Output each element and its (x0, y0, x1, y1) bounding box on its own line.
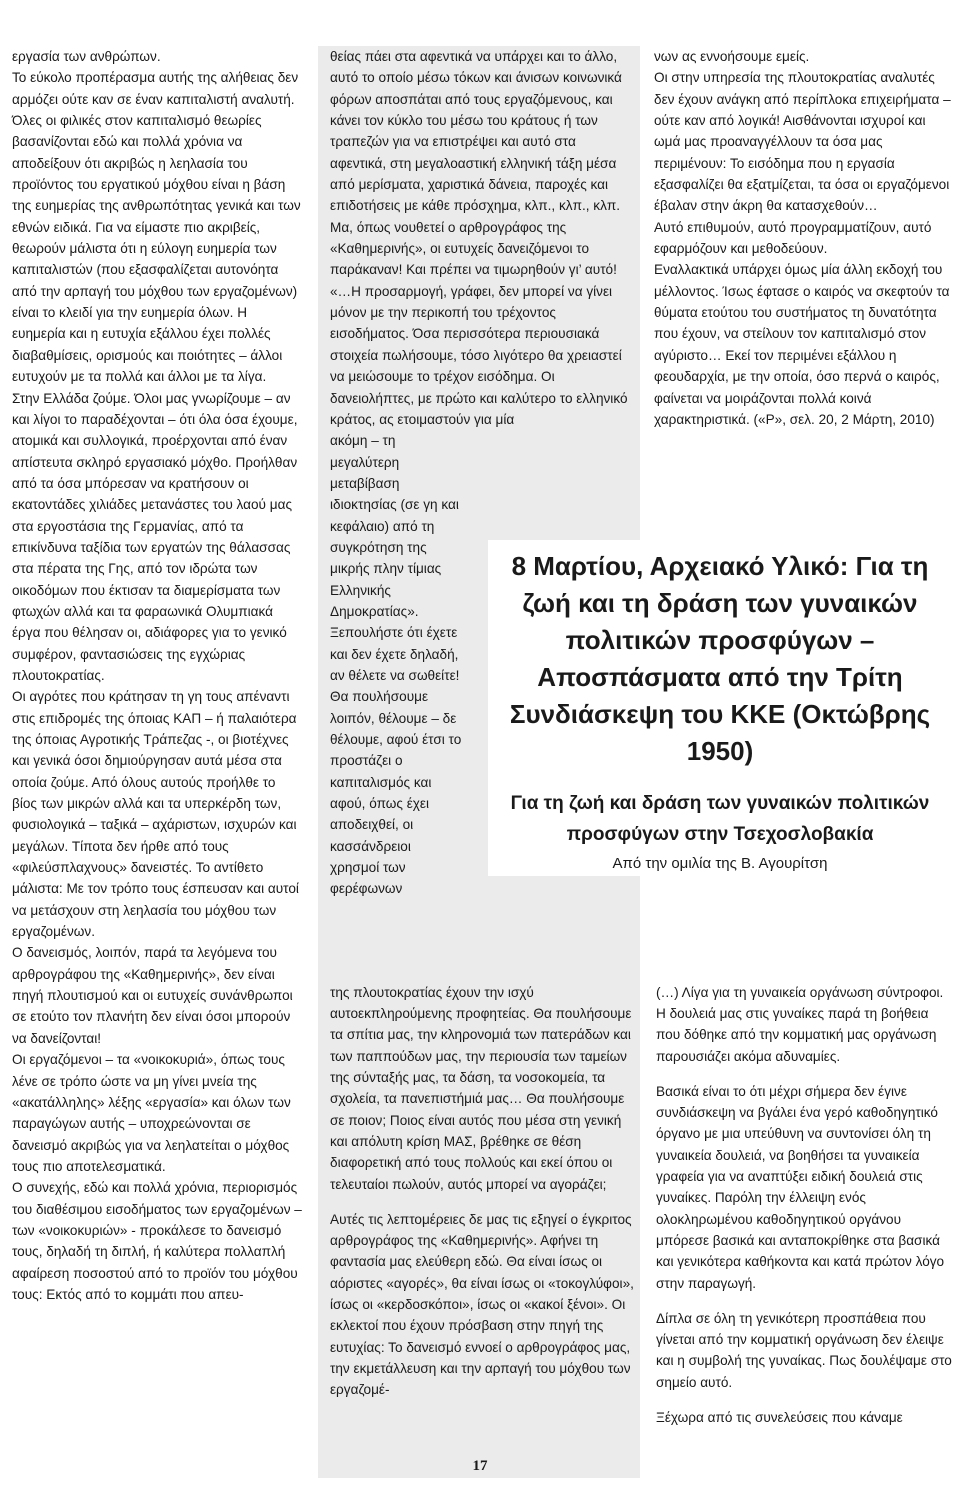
paragraph: Οι αγρότες που κράτησαν τη γη τους απέναντι στις επιδρομές της όποιας ΚΑΠ – ή παλαιότερα της όποιας Αγροτικής Τράπεζας -, οι βιοτέχνες και γενικά όσοι δημιούργησαν αυτά μέσα στα οποία ζούμε. Από όλους αυτούς προήλθε το βίος των μικρών αλλά και τα υπερκέρδη των, φυσιολογικά – ταξικά – αχάριστων, ισχυρών και μεγάλων. Τίποτα δεν ήρθε από τους «φιλεύσπλαχνους» δανειστές. Το αντίθετο μάλιστα: Με τον τρόπο τους έσπευσαν και αυτοί να μετάσχουν στη λεηλασία του μόχθου των εργαζομένων. (12, 689, 299, 940)
paragraph: Ο συνεχής, εδώ και πολλά χρόνια, περιορισμός του διαθέσιμου εισοδήματος των εργαζομένων – των «νοικοκυριών» - προκάλεσε το δανεισμό τους, δηλαδή τη διπλή, ή καλύτερα πολλαπλή αφαίρεση ποσοστού από το προϊόν του μόχθου τους: Εκτός από το κομμάτι που απευ- (12, 1180, 302, 1302)
article-byline: Από την ομιλία της Β. Αγουρίτση (612, 855, 828, 872)
paragraph: Αυτές τις λεπτομέρειες δε μας τις εξηγεί ο έγκριτος αρθρογράφος της «Καθημερινής». Αφήνει τη φαντασία μας ελεύθερη εδώ. Θα είναι ίσως οι αόριστες «αγορές», θα είναι ίσως οι «τοκογλύφοι», ίσως οι «κερδοσκόποι», ίσως οι «κακοί ξένοι». Οι εκλεκτοί που έχουν πρόσβαση στην πηγή της ευτυχίας: Το δανεισμό εννοεί ο αρθρογράφος μας, την εκμετάλλευση και την αρπαγή του μόχθου των εργαζομέ- (330, 1211, 634, 1398)
article-title: 8 Μαρτίου, Αρχειακό Υλικό: Για τη ζωή και τη δράση των γυναικών πολιτικών προσφύγων – Αποσπάσματα από την Τρίτη Συνδιάσκεψη του ΚΚΕ (Οκτώβρης 1950) (509, 551, 931, 766)
right-column-bottom (656, 968, 952, 1442)
paragraph: νων ας εννοήσουμε εμείς. (654, 49, 810, 64)
paragraph: Οι στην υπηρεσία της πλουτοκρατίας αναλυτές δεν έχουν ανάγκη από περίπλοκα επιχειρήματα – ούτε καν από λογικά! Αισθάνονται ισχυροί και ωμά μας προαναγγέλλουν τα όσα μας περιμένουν: Το εισόδημα που η εργασία εξασφαλίζει θα εξατμίζεται, τα όσα οι εργαζόμενοι έβαλαν στην άκρη θα κατασχεθούν… (654, 70, 951, 214)
paragraph: (…) Λίγα για τη γυναικεία οργάνωση σύντροφοι. Η δουλειά μας στις γυναίκες παρά τη βοήθεια που δόθηκε από την κομματική μας οργάνωση παρουσιάζει ακόμα αδυναμίες. (656, 984, 944, 1064)
paragraph: Ο δανεισμός, λοιπόν, παρά τα λεγόμενα του αρθρογράφου της «Καθημερινής», δεν είναι πηγή πλουτισμού και οι ευτυχείς συνάνθρωποι σε ετούτο τον πλανήτη δεν είναι όσοι μπορούν να δανείζονται! (12, 945, 293, 1046)
paragraph: Μα, όπως νουθετεί ο αρθρογράφος της «Καθημερινής», οι ευτυχείς δανειζόμενοι το παράκαναν! Και πρέπει να τιμωρηθούν γι’ αυτό! «…Η προσαρμογή, γράφει, δεν μπορεί να γίνει μόνον με την περικοπή του τρέχοντος εισοδήματος. Όσα περισσότερα περιουσιακά στοιχεία πωλήσουμε, τόσο λιγότερο θα χρειαστεί να μειώσουμε το τρέχον εισόδημα. Οι δανειολήπτες, με πρώτο και καλύτερο το ελληνικό κράτος, ας ετοιμαστούν για μία (330, 219, 628, 427)
article-subtitle: Για τη ζωή και δράση των γυναικών πολιτικών προσφύγων στην Τσεχοσλοβακία (510, 793, 930, 845)
paragraph: Βασικά είναι το ότι μέχρι σήμερα δεν έγινε συνδιάσκεψη να βγάλει ένα γερό καθοδηγητικό όργανο με μια υπεύθυνη να συντονίσει όλη τη γυναικεία δουλειά, να βοηθήσει τα γυναικεία γραφεία για να αναπτύξει ειδική δουλειά στις γυναίκες. Παρόλη την έλλειψη ενός ολοκληρωμένου καθοδηγητικού οργάνου μπόρεσε βασικά και ανταποκρίθηκε στα βασικά και γενικότερα καθήκοντα και κατά πρώτον λόγο στην παραγωγή. (656, 1083, 945, 1291)
paragraph: Εναλλακτικά υπάρχει όμως μία άλλη εκδοχή του μέλλοντος. Ίσως έφτασε ο καιρός να σκεφτούν τα θύματα ετούτου του συστήματος τη δυνατότητα που έχουν, να στείλουν τον καπιταλισμό στον αγύριστο… Εκεί τον περιμένει εξάλλου η φεουδαρχία, με την οποία, όσο περνά ο καιρός, φαίνεται να μοιράζονται πολλά κοινά χαρακτηριστικά. («Ρ», σελ. 20, 2 Μάρτη, 2010) (654, 262, 950, 427)
right-column (654, 46, 952, 430)
paragraph: Δίπλα σε όλη τη γενικότερη προσπάθεια που γίνεται από την κομματική οργάνωση δεν έλειψε και η συμβολή της γυναίκας. Πως δουλέψαμε στο σημείο αυτό. (656, 1310, 952, 1390)
paragraph: Αυτό επιθυμούν, αυτό προγραμματίζουν, αυτό εφαρμόζουν και μεθοδεύουν. (654, 219, 932, 257)
paragraph: θείας πάει στα αφεντικά να υπάρχει και το άλλο, αυτό το οποίο μέσω τόκων και άνισων κοινωνικά φόρων αποσπάται από τους εργαζόμενους, και κάνει τον κύκλο του μέσω του κράτους ή των τραπεζών για να επιστρέψει και αυτό στα αφεντικά, στη μεγαλοαστική ελληνική τάξη μέσα από μερίσματα, χαριστικά δάνεια, παροχές και επιδοτήσεις με κάθε πρόσχημα, κλπ., κλπ., κλπ. (330, 49, 622, 214)
paragraph: Το εύκολο προπέρασμα αυτής της αλήθειας δεν αρμόζει ούτε καν σε έναν καπιταλιστή αναλυτή. Όλες οι φιλικές στον καπιταλισμό θεωρίες βασανίζονται εδώ και πολλά χρόνια να αποδείξουν ότι ακριβώς η λεηλασία του προϊόντος του εργατικού μόχθου είναι η βάση της ευημερίας της ανθρωπότητας γενικά και των εθνών ειδικά. Για να είμαστε πιο ακριβείς, θεωρούν μάλιστα ότι η εύλογη ευημερία των καπιταλιστών (που εξασφαλίζεται αυτονόητα από την αρπαγή του μόχθου των εργαζομένων) είναι το κλειδί για την ευημερία όλων. Η ευημερία και η ευτυχία εξάλλου έχει πολλές διαβαθμίσεις, ορισμούς και ποιότητες – άλλοι ευτυχούν με τα πολλά και άλλοι με τα λίγα. (12, 70, 301, 385)
article-header-box (488, 540, 952, 876)
paragraph: εργασία των ανθρώπων. (12, 49, 161, 64)
middle-column-bottom (330, 968, 634, 1414)
page-number: 17 (472, 1458, 488, 1474)
paragraph: Οι εργαζόμενοι – τα «νοικοκυριά», όπως τους λένε σε τρόπο ώστε να μη γίνει μνεία της «ακατάλληλης» λέξης «εργασία» και όλων των παραγώγων αυτής – υποχρεώνονται σε δανεισμό ακριβώς για να λεηλατείται ο μόχθος τους πιο αποτελεσματικά. (12, 1052, 291, 1174)
paragraph-narrow: ακόμη – τη μεγαλύτερη μεταβίβαση ιδιοκτησίας (σε γη και κεφάλαιο) από τη συγκρότηση της μικρής πλην τίμιας Ελληνικής Δημοκρατίας». Ξεπουλήστε ότι έχετε και δεν έχετε δηλαδή, αν θέλετε να σωθείτε! Θα πουλήσουμε λοιπόν, θέλουμε – δε θέλουμε, αφού έτσι το προστάζει ο καπιταλισμός και αφού, όπως έχει αποδειχθεί, οι κασσάνδρειοι χρησμοί των φερέφωνων (330, 433, 462, 897)
left-column (12, 46, 304, 1305)
paragraph: Στην Ελλάδα ζούμε. Όλοι μας γνωρίζουμε – αν και λίγοι το παραδέχονται – ότι όλα όσα έχουμε, ατομικά και συλλογικά, προέρχονται από έναν απίστευτα σκληρό εργασιακό μόχθο. Προήλθαν από τα όσα μπόρεσαν να κρατήσουν οι εκατοντάδες χιλιάδες μετανάστες του λαού μας στα εργοστάσια της Γερμανίας, από τα επικίνδυνα ταξίδια των εργατών της θάλασσας στα πέρατα της Γης, από τον ιδρώτα των οικοδόμων που έκτισαν τα διαμερίσματα των φτωχών αλλά και τα φαραωνικά Ολυμπιακά έργα που θέλησαν οι, αδιάφορες για το γενικό συμφέρον, φαντασιώσεις της εγχώριας πλουτοκρατίας. (12, 390, 298, 683)
paragraph: της πλουτοκρατίας έχουν την ισχύ αυτοεκπληρούμενης προφητείας. Θα πουλήσουμε τα σπίτια μας, την κληρονομιά των πατεράδων και των παππούδων μας, την περιουσία των ταμείων της σύνταξής μας, τα δάση, τα νοσοκομεία, τα σχολεία, τα πανεπιστήμιά μας… Θα πουλήσουμε σε ποιον; Ποιος είναι αυτός που μέσα στη γενική και απόλυτη κρίση ΜΑΣ, βρέθηκε σε θέση διαφορετική από τους πολλούς και εκεί όπου οι τελευταίοι πωλούν, αυτός μπορεί να αγοράζει; (330, 984, 632, 1192)
paragraph: Ξέχωρα από τις συνελεύσεις που κάναμε (656, 1409, 903, 1425)
